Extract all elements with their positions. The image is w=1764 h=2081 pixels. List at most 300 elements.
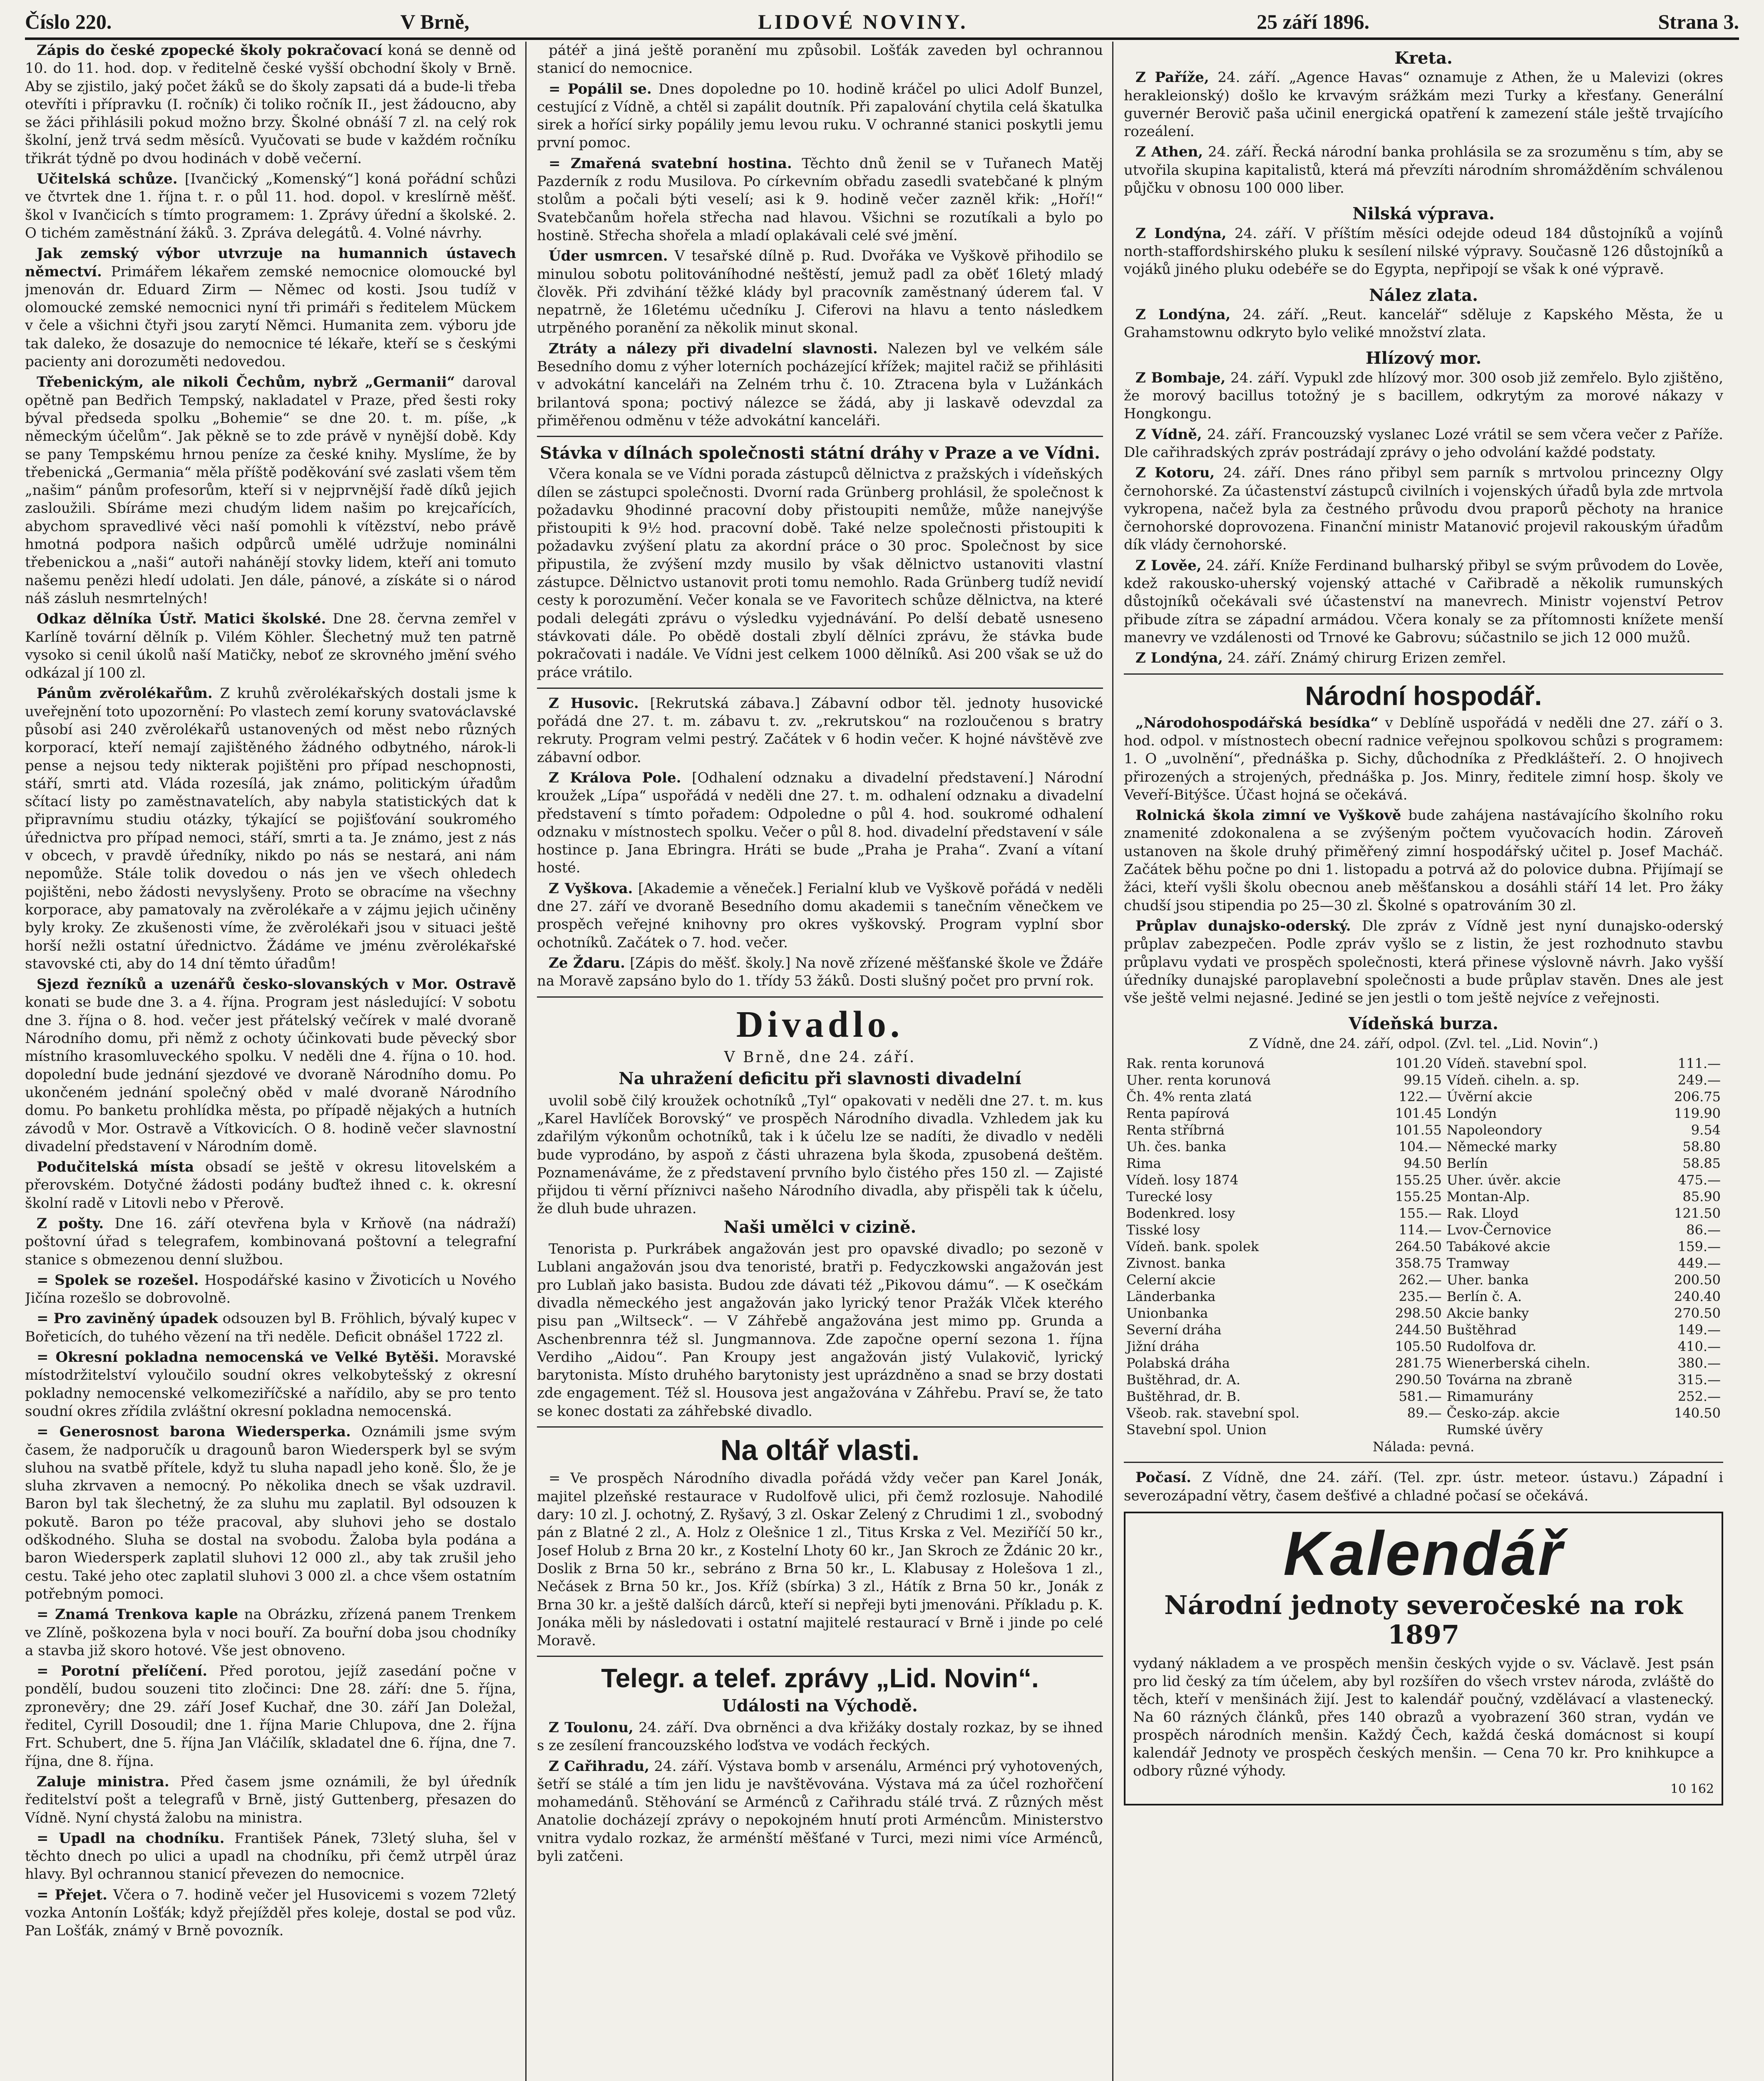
issue-date: 25 září 1896. [1257,10,1369,33]
foreign-report [1124,464,1723,554]
nile-heading: Nilská výprava. [1352,204,1495,224]
stock-price: 475.— [1677,1172,1721,1188]
divider [1124,673,1723,675]
stock-price: 105.50 [1395,1338,1442,1355]
nile-reports [1124,225,1723,279]
foreign-report [1124,426,1723,462]
stock-name: Akcie banky [1446,1305,1529,1321]
stock-price: 101.20 [1395,1055,1442,1072]
divider [537,436,1103,437]
artists-heading: Naši umělci v cizině. [723,1217,917,1237]
foreign-report-text: Řecká národní banka prohlásila se za srozuměnu s tím, aby se utvořila skupina kapitalistů, která má převzíti národním shromážděním schválenou půjčku v obnosu 100 000 liber. [1124,144,1723,197]
economy-item-text: bude zahájena nastávajícího školního roku znamenité zdokonalena a se zvýšeným počtem vyučovacích hodin. Zároveň ustanoven na škole druhý přiměřený zimní hospodářský učitel p. Josef Macháč. Začátek běhu počne po dni 1. listopadu a potrvá až do polovice dubna. Přijímají se žáci, kteří vyšli školu obecnou aneb měšťanskou a dosáhli stáří 14 let. Pro žáky chudší jsou stipendia po 25—30 zl. Školné s opatrováním 30 zl. [1124,807,1723,914]
weather-heading: Počasí. [1135,1469,1191,1486]
altar-section-title: Na oltář vlasti. [720,1433,920,1466]
stock-price: 149.— [1677,1322,1721,1338]
stock-name: Rumské úvěry [1446,1422,1543,1438]
news-item [537,247,1103,337]
stock-name: Uher. banka [1446,1272,1529,1288]
regional-item-headline: Z Vyškova. [549,880,633,897]
news-item-text: V tesařské dílně p. Rud. Dvořáka ve Vyškově přihodilo se minulou sobotu politováníhodné neštěstí, jemuž padl za oběť 16letý mladý člověk. Při zdvihání těžké klády byl pracovník zaměstnaný úderem ťal. V nepatrně, že 16letému učedníku J. Ciferovi na hlavu a tento následkem utrpěného poranění za několik minut skonal. [537,248,1103,337]
regional-item [537,954,1103,991]
stock-exchange-dateline: Z Vídně, dne 24. září, odpol. (Zvl. tel. „Lid. Novin“.) [1249,1035,1598,1051]
ad-number: 10 162 [1670,1781,1714,1796]
stock-row [1124,1288,1723,1305]
stock-row [1124,1405,1723,1421]
calendar-advertisement [1124,1512,1723,1805]
stock-name: Berlín [1446,1155,1488,1172]
stock-name: Vídeň. bank. spolek [1126,1239,1259,1255]
stock-exchange-table [1124,1055,1723,1438]
stock-price: 298.50 [1395,1305,1442,1321]
news-item-text: Včera o 7. hodině večer jel Husovicemi s vozem 72letý vozka Antonín Lošťák; když přejížděl přes koleje, dostal se pod vůz. Pan Lošťák, známý v Brně povozník. [25,1886,516,1939]
gold-reports [1124,306,1723,342]
stock-price: 58.85 [1682,1155,1721,1172]
stock-name: Rima [1126,1155,1161,1172]
foreign-report [1124,306,1723,342]
stock-name: Tramway [1446,1255,1510,1271]
stock-price: 155.25 [1395,1189,1442,1205]
foreign-report-headline: Z Londýna, [1135,306,1231,323]
masthead: LIDOVÉ NOVINY. [758,10,968,33]
stock-price: 281.75 [1395,1355,1442,1371]
news-item-headline: Zaluje ministra. [37,1773,169,1790]
foreign-report-text: Francouzský vyslanec Lozé vrátil se sem včera večer z Paříže. Dle cařihradských zpráv postrádají zprávy o jeho odvolání každé podstaty. [1124,426,1723,461]
stock-price [1372,1421,1444,1438]
stock-price: 104.— [1399,1139,1442,1155]
stock-row [1124,1355,1723,1371]
stock-price: 200.50 [1674,1272,1721,1288]
news-item-text: daroval opětně pan Bedřich Tempský, nakladatel v Praze, před šesti roky býval předseda spolku „Bohemie“ se dne 20. t. m. píše, „k německým účelům“. Jak pěkně se to zde právě v nynější době. Kdy se pany Tempskému hrnou peníze za české knihy. Myslíme, že by třebenická „Germania“ měla příště poděkování své zaslati všem těm „našim“ pánům profesorům, kteří si v nejprvnější řadě díků jejich zasloužili. Sbíráme mezi chudým lidem našim po krejcařících, abychom spravedlivé věci naší pomohli k vítězství, nebo právě hmotná podpora našich odpůrců umělé udržuje nominálni třebenickou a „naši“ autoři nahánějí stovky lidem, kteří ani tomuto našemu penězi hledí udolati. Jen dále, pánové, a získáte si o národ náš zásluh nesmrtelných! [25,374,516,607]
stock-name: Rak. renta korunová [1126,1055,1265,1072]
column-center [537,42,1103,2081]
column-right [1124,42,1723,2081]
news-item [537,155,1103,245]
news-item-text: Před časem jsme oznámili, že byl úředník ředitelství pošt a telegrafů v Brně, jistý Guttenberg, přesazen do Vídně. Nyní chystá žalobu na ministra. [25,1773,516,1826]
stock-price [1651,1421,1723,1438]
stock-price: 240.40 [1674,1289,1721,1305]
calendar-subtitle: Národní jednoty severočeské na rok 1897 [1164,1589,1683,1650]
stock-name: Tisské losy [1126,1222,1200,1238]
economy-section-title: Národní hospodář. [1305,680,1542,711]
column-local-news [25,42,516,2081]
stock-row [1124,1205,1723,1222]
foreign-report-headline: Z Bombaje, [1135,369,1226,386]
telegraph-item-date: 24. září. [654,1758,718,1775]
news-item-headline: = Upadl na chodníku. [37,1830,225,1847]
stock-name: Buštěhrad, dr. A. [1126,1372,1241,1388]
economy-item [1124,807,1723,915]
regional-item-headline: Z Králova Pole. [549,769,681,786]
foreign-report-text: Známý chirurg Erizen zemřel. [1290,650,1506,667]
news-item-text: pátéř a jiná ještě poranění mu způsobil. Lošťák zaveden byl ochrannou stanicí do nemocnice. [537,42,1103,77]
stock-price: 264.50 [1395,1239,1442,1255]
stock-price: 155.— [1399,1205,1442,1222]
news-item [537,80,1103,152]
stock-row [1124,1271,1723,1288]
regional-item [537,769,1103,877]
foreign-report-date: 24. září. [1242,306,1321,323]
stock-name: Buštěhrad, dr. B. [1126,1388,1241,1405]
stock-name: Celerní akcie [1126,1272,1216,1288]
news-item [25,685,516,973]
news-item [25,1662,516,1771]
stock-price: 358.75 [1395,1255,1442,1271]
economy-item [1124,714,1723,804]
divider [537,1426,1103,1428]
telegraph-item-headline: Z Toulonu, [549,1719,634,1736]
stock-price: 85.90 [1682,1189,1721,1205]
stock-price: 114.— [1399,1222,1442,1238]
weather-text: Z Vídně, dne 24. září. (Tel. zpr. ústr. meteor. ústavu.) Západní i severozápadní větry, časem dešťivé a chladné počasí se očekává. [1124,1469,1723,1504]
news-item [25,1348,516,1420]
news-item [537,340,1103,430]
news-item [25,1830,516,1884]
gold-heading: Nález zlata. [1369,285,1478,305]
stock-price: 119.90 [1674,1105,1721,1122]
news-item-text: [Ivančický „Komenský“] koná pořádní schůzi ve čtvrtek dne 1. října t. r. o půl 11. hod. dopol. v kreslírně měšť. škol v Ivančicích s tímto programem: 1. Zprávy úřední a školské. 2. O tichém zaměstnání žáků. 3. Zpráva delegátů. 4. Volné návrhy. [25,171,516,241]
stock-row [1124,1222,1723,1238]
news-item [25,1423,516,1603]
news-item-text: Primářem lékařem zemské nemocnice olomoucké byl jmenován dr. Eduard Zirm — Němec od kosti. Jsou tudíž v olomoucké zemské nemocnici nyní tři primáři s ředitelem Mückem v čele a všichni čtyři jsou zarytí Němci. Humanita zem. výboru jde tak daleko, že dosazuje do nemocnice té lékaře, kteří se s českými pacienty ani dorozuměti nedovedou. [25,263,516,370]
telegraph-item-date: 24. září. [639,1719,703,1736]
stock-name: Berlín č. A. [1446,1289,1522,1305]
foreign-report [1124,69,1723,141]
strike-headline: Stávka v dílnách společnosti státní dráhy v Praze a ve Vídni. [539,443,1100,463]
stock-name: Länderbanka [1126,1289,1216,1305]
news-item-headline: Ztráty a nálezy při divadelní slavnosti. [549,340,878,357]
stock-name: Vídeň. ciheln. a. sp. [1446,1072,1580,1088]
stock-name: Lvov-Černovice [1446,1222,1551,1238]
stock-price: 581.— [1399,1388,1442,1405]
stock-row [1124,1255,1723,1271]
stock-name: Londýn [1446,1105,1497,1122]
news-item-text: Moravské místodržitelství vyloučilo soudní okres velkobytešský z okresní pokladny nemocenské velkomeziříčské a nařídilo, aby se pro tento soudní okres zřídila zvláštní okresní pokladna nemocenská. [25,1349,516,1420]
column-rule [1112,42,1113,2081]
stock-name: Německé marky [1446,1139,1557,1155]
news-item-text: František Pánek, 73letý sluha, šel v těchto dnech po ulici a upadl na chodníku, při čemž utrpěl úraz hlavy. Byl ochrannou stanicí převezen do nemocnice. [25,1830,516,1883]
stock-price: 155.25 [1395,1172,1442,1188]
stock-price: 449.— [1677,1255,1721,1271]
stock-name: Polabská dráha [1126,1355,1230,1371]
news-item-headline: Třebenickým, ale nikoli Čechům, nybrž „Germanii“ [37,374,455,391]
stock-name: Tabákové akcie [1446,1239,1550,1255]
stock-price: 252.— [1677,1388,1721,1405]
news-item-headline: = Porotní přelíčení. [37,1663,208,1680]
page-number: Strana 3. [1658,10,1739,33]
stock-price: 380.— [1677,1355,1721,1371]
telegraph-subheading: Události na Východě. [722,1696,918,1716]
news-item-text: obsadí se ještě v okresu litovelském a přerovském. Dotyčné žádosti podány buďtež ihned c. k. okresní školní radě v Litovli nebo v Přerově. [25,1159,516,1212]
telegraph-item [537,1719,1103,1755]
stock-name: Buštěhrad [1446,1322,1517,1338]
stock-name: Vídeň. losy 1874 [1126,1172,1239,1188]
news-item [25,170,516,242]
stock-price: 244.50 [1395,1322,1442,1338]
divider [537,996,1103,998]
stock-name: Zivnost. banka [1126,1255,1226,1271]
regional-item-text: [Odhalení odznaku a divadelní představení.] Národní kroužek „Lípa“ uspořádá v neděli dne 27. t. m. odhalení odznaku a divadelní představení s tímto pořadem: Odpoledne o půl 4. hod. soukromé odhalení odznaku v místnostech spolku. Večer o půl 8. hod. divadelní představení v sále hostince p. Jana Ebringra. Hráti se bude „Praha je Praha“. Zvaní a vítaní hosté. [537,769,1103,877]
foreign-report-date: 24. září. [1223,464,1294,482]
stock-price: 262.— [1399,1272,1442,1288]
stock-price: 290.50 [1395,1372,1442,1388]
theatre-section-title: Divadlo. [736,1003,904,1045]
regional-item [537,695,1103,767]
stock-name: Továrna na zbraně [1446,1372,1573,1388]
news-item-headline: Jak zemský výbor utvrzuje na humannich ústavech němectví. [25,245,516,280]
news-item-text: odsouzen byl B. Fröhlich, bývalý kupec v Bořeticích, do tuhého vězení na tři neděle. Deficit obnášel 1722 zl. [25,1310,516,1345]
stock-price: 86.— [1686,1222,1721,1238]
regional-item [537,880,1103,952]
news-item-headline: Úder usmrcen. [549,248,668,265]
news-item [25,1158,516,1212]
stock-price: 140.50 [1674,1405,1721,1421]
foreign-report-headline: Z Kotoru, [1135,464,1215,482]
news-item-text: na Obrázku, zřízená panem Trenkem ve Zlíně, poškozena byla v noci bouří. Za bouřní doba jsou chodníky a stavba již skoro hotové. Vše jest obnoveno. [25,1606,516,1659]
stock-price: 101.55 [1395,1122,1442,1138]
crete-heading: Kreta. [1394,48,1453,68]
foreign-report-headline: Z Vídně, [1135,426,1202,443]
calendar-text: vydaný nákladem a ve prospěch menšin českých vyjde o sv. Václavě. Jest psán pro lid český za tím účelem, aby byl rozšířen do všech vrstev národa, zvláště do těch, kteří v menšinách žijí. Jest to kalendář poučný, vzdělávací a vlastenecký. Na 60 rázných článků, přes 140 obrazů a vyobrazení 360 stran, vydán ve prospěch národních menšin. Každý Čech, každá česká domácnost si koupí kalendář Jednoty ve prospěch českých menšin. — Cena 70 kr. Pro knihkupce a odbory různé výhody. [1133,1655,1714,1779]
regional-news [537,695,1103,991]
news-item [25,245,516,371]
stock-price: 89.— [1407,1405,1442,1421]
foreign-report [1124,143,1723,197]
stock-name: Severní dráha [1126,1322,1222,1338]
economy-item-headline: Průplav dunajsko-oderský. [1135,917,1351,934]
news-item-text: koná se denně od 10. do 11. hod. dop. v ředitelně české vyšší obchodní školy v Brně. Aby se zjistilo, jaký počet žáků se do školy zapsati dá a bude-li třeba otevříti i přípravku (I. ročník) či toliko ročník II., jest žádoucno, aby se žáci přihlásili pokud možno brzy. Školné obnáší 7 zl. na celý rok školní, jenž trvá sedm měsíců. Vyučovati se bude v každém ročníku třikrát týdně po dvou hodinách v době večerní. [25,42,516,167]
stock-price: 99.15 [1404,1072,1442,1088]
stock-price: 9.54 [1691,1122,1721,1138]
stock-row [1124,1305,1723,1321]
news-item [25,1886,516,1940]
news-item [25,42,516,168]
local-news-continued [537,42,1103,430]
regional-item-headline: Ze Ždaru. [549,954,625,971]
stock-row [1124,1421,1723,1438]
stock-row [1124,1371,1723,1388]
foreign-report [1124,649,1723,667]
stock-row [1124,1321,1723,1338]
news-item-headline: = Pro zaviněný úpadek [37,1310,218,1327]
stock-name: Rimamurány [1446,1388,1533,1405]
news-item [25,373,516,608]
stock-exchange-title: Vídeňská burza. [1349,1014,1498,1034]
theatre-dateline: V Brně, dne 24. září. [724,1049,916,1066]
stock-price: 159.— [1677,1239,1721,1255]
stock-row [1124,1388,1723,1405]
stock-price: 121.50 [1674,1205,1721,1222]
news-item-headline: = Popálil se. [549,80,652,97]
artists-article: Tenorista p. Purkrábek angažován jest pro opavské divadlo; po sezoně v Lublani angažován jsou dva tenoristé, bratři p. Fedyczkowski angažován jest pro Lublaň jako basista. Budou zde dávati též „Pikovou dámu“. — K osečkám divadla německého jest angažován jako lyrický tenor Pražák Vlček kterého pisu pan „Wiltseck“. — V Záhřebě angažována jest mimo pp. Grunda a Aschenbrennra též sl. Jungmannova. Zde započne operní sezona 1. října Verdiho „Aidou“. Pan Kroupy jest angažován jistý Vulakovič, lyrický barytonista. Místo druhého barytonisty jest uprázdněno a snad se brzy dostati zde engagement. Též sl. Housova jest angažována v Záhřebu. Praví se, že tato se konec dostati za záhřebské divadlo. [537,1241,1103,1420]
telegraph-reports [537,1719,1103,1865]
stock-mood: Nálada: pevná. [1372,1439,1475,1455]
news-item [25,1215,516,1269]
news-item-headline: Sjezd řezníků a uzenářů česko-slovanských v Mor. Ostravě [37,976,516,993]
stock-row [1124,1338,1723,1355]
foreign-report-text: Dnes ráno přibyl sem parník s mrtvolou princezny Olgy černohorské. Za účastenství zástupců civilních i vojenských úřadů byla zde mrtvola vykropena, načež byla za čestného průvodu dvou praporů pěchoty na hranice černohorské doprovozena. Finanční ministr Matanović projevil rakouským úřadům dík vlády černohorské. [1124,464,1723,554]
foreign-report-text: V příštím měsíci odejde odeud 184 důstojníků a vojínů north-staffordshirského pluku k sesílení nilské výpravy. Současně 126 důstojníků a vojáků jiného pluku odebéře se do Egypta, nepřipojí se však k oné výpravě. [1124,225,1723,278]
stock-name: Stavební spol. Union [1126,1422,1267,1438]
news-item-headline: Pánům zvěrolékařům. [37,685,213,702]
news-item-headline: = Zmařená svatební hostina. [549,155,792,172]
stock-price: 58.80 [1682,1139,1721,1155]
news-item-text: Oznámili jsme svým časem, že nadporučík u dragounů baron Wiedersperk byl se svým sluhou na svatbě přítele, když tu sluha napadl jeho koně. Šlo, že je sluha zkrvaven a nemocný. Po několika dnech se však uzdravil. Baron byl tak šlechetný, že za sluhu mu zaplatil. Byl odsouzen k pokutě. Baron po téže pracoval, aby sluhovi jeho se dostalo odškodného. Sluha se dostal na svobodu. Žaloba byla podána a baron Wiedersperk zaplatil sluhovi 12 000 zl., aby tak zrušil jeho cestu. Také jeho otec zaplatil sluhovi 3 000 zl. a chce všem ostatním potřebným pomoci. [25,1423,516,1602]
foreign-report-date: 24. září. [1235,225,1305,242]
stock-price: 206.75 [1674,1089,1721,1105]
stock-name: Wienerberská ciheln. [1446,1355,1590,1371]
news-item-headline: = Znamá Trenkova kaple [37,1606,238,1623]
plague-reports [1124,369,1723,668]
news-item-headline: = Generosnost barona Wiedersperka. [37,1423,351,1440]
divider [537,1656,1103,1657]
stock-row [1124,1122,1723,1138]
foreign-report-date: 24. září. [1217,69,1289,86]
foreign-report-headline: Z Lověe, [1135,557,1202,574]
foreign-report-text: Vypukl zde hlízový mor. 300 osob již zemřelo. Bylo zjištěno, že morový bacillus totožný je s bacillem, odkrytým za morové nákazy v Hongkongu. [1124,369,1723,422]
stock-row [1124,1138,1723,1155]
stock-price: 235.— [1399,1289,1442,1305]
stock-row [1124,1072,1723,1088]
news-item [25,1271,516,1308]
news-item-headline: Odkaz dělníka Ústř. Matici školské. [37,611,326,628]
news-item-text: Z kruhů zvěrolékařských dostali jsme k uveřejnění toto upozornění: Po vlastech zemí koruny svatováclavské působí asi 240 zvěrolékařů ustanovených od měst nebo různých korporací, kteří nemají zajištěného žádného odbytného, nárok-li pense a nejsou tedy nikterak pojištěni pro případ neschopnosti, stáří, smrti atd. Vláda rozesílá, jak známo, politickým úřadům sčítací listy po zaměstnavatelích, aby nabyla statistických dat k připravnímu studiu otázky, týkající se pojišťování soukromého úřednictva pro případ nemoci, stáří, smrti a ta. Je známo, jest z nás v obcech, v pravdě úředníky, nikdo po nás se nestará, ani nám nepomůže. Stále tolik dovedou o nás jen ve všech ohledech pojištěni, nebo žádosti nevyslyšeny. Proto se obracíme na všechny korporace, aby pamatovaly na zvěrolékaře a v zájmu jejich učiněny byly kroky. Ze zkušenosti víme, že zvěrolékaři jsou v situaci ještě horší nežli ostatní úřednictvo. Žádáme ve jménu zvěrolékařské stavovské cti, aby do 14 dní těmto úřadům! [25,685,516,972]
stock-price: 94.50 [1404,1155,1442,1172]
foreign-report-date: 24. září. [1208,144,1272,161]
foreign-report-text: Kníže Ferdinand bulharský přibyl se svým průvodem do Lověe, kdež rakousko-uherský vojenský attaché v Cařibradě a několik rumunských důstojníků očekávali své účastenství na manevrech. Ministr vojenství Petrov přibude zítra se západní armádou. Včera konaly se za přítomnosti knížete menší manevry ve vzdálenosti od Trnové ke Gabrovu; súčastnilo se jich 12 000 mužů. [1124,557,1723,646]
stock-price: 410.— [1677,1338,1721,1355]
regional-item-text: [Rekrutská zábava.] Zábavní odbor těl. jednoty husovické pořádá dne 27. t. m. zábavu t. zv. „rekrutskou“ na rozloučenou s bratry rekruty. Program velmi pestrý. Začátek v 6 hodin večer. K hojné návštěvě zve zábavní odbor. [537,695,1103,766]
stock-name: Česko-záp. akcie [1446,1405,1560,1421]
news-item-headline: Podučitelská místa [37,1159,194,1176]
economy-item-headline: Rolnická škola zimní ve Vyškově [1135,807,1401,824]
stock-price: 270.50 [1674,1305,1721,1321]
stock-name: Unionbanka [1126,1305,1208,1321]
economy-item-text: Dle zpráv z Vídně jest nyní dunajsko-oderský průplav zabezpečen. Podle zpráv vyšlo se z listin, že jest rozhodnuto stavbu průplavu vydati ve prospěch společnosti, která přinese výslovně návrh. Jako vyšší úředníky dunajské paroplavební společnosti a bude průplav stavěn. Dnes ale jest vše ještě velmi nejasné. Jediné se jen jestli o tom ještě nejvíce z veřejnosti. [1124,917,1723,1007]
news-item-headline: = Spolek se rozešel. [37,1271,199,1289]
stock-name: Renta stříbrná [1126,1122,1225,1138]
regional-item-headline: Z Husovic. [549,695,639,712]
telegraph-item-text: Výstava bomb v arsenálu, Arménci prý vyhotovených, šetří se stálé a tím jen lidu je navštěvována. Výstava má za účel rozhořčení mohamedánů. Stěhování se Arménců z Cařihradu stálé trvá. Z různých měst Anatolie docházejí zprávy o nepokojném hnutí proti Arméncům. Ministerstvo vnitra vydalo rozkaz, že arménští měšťané v Turci, mezi nimi více Arménců, byli zatčeni. [537,1758,1103,1865]
stock-name: Renta papírová [1126,1105,1230,1122]
news-item [25,976,516,1156]
issue-number: Číslo 220. [25,10,112,33]
foreign-report-text: „Agence Havas“ oznamuje z Athen, že u Malevizi (okres herakleionský) došlo ke krvavým srážkám mezi Turky a křesťany. Generální guvernér Berovič paša učinil energická opatření k zamezení stále ještě trvajícího rozeálení. [1124,69,1723,140]
stock-name: Uher. úvěr. akcie [1446,1172,1561,1188]
foreign-report-date: 24. září. [1207,426,1272,443]
theatre-subheading: Na uhražení deficitu při slavnosti divadelní [619,1069,1021,1089]
stock-name: Napoleondory [1446,1122,1542,1138]
news-item [537,42,1103,78]
news-item-headline: Z pošty. [37,1215,104,1232]
stock-row [1124,1055,1723,1072]
regional-item-text: [Zápis do měšť. školy.] Na nově zřízené měšťanské škole ve Ždáře na Moravě zapsáno bylo do 1. třídy 53 žáků. Dosti slušný počet pro první rok. [537,954,1103,990]
news-item-text: Nalezen byl ve velkém sále Besedního domu z výher loterních pocházející křížek; majitel račiž se přihlásiti v advokátní kanceláři na Zelném trhu č. 10. Ztracena byla v Lužánkách brilantová spona; poctivý nálezce se žádá, aby ji laskavě odevzdal za přiměřenou odměnu v téže advokátní kanceláři. [537,340,1103,429]
economy-item-headline: „Národohospodářská besídka“ [1135,714,1379,731]
news-item-headline: = Přejet. [37,1886,108,1903]
stock-row [1124,1088,1723,1105]
telegraph-item [537,1758,1103,1866]
stock-name: Turecké losy [1126,1189,1212,1205]
stock-name: Čh. 4% renta zlatá [1126,1089,1252,1105]
news-item [25,1606,516,1660]
news-item [25,610,516,682]
stock-price: 249.— [1677,1072,1721,1088]
divider [1124,1462,1723,1463]
stock-price: 122.— [1399,1089,1442,1105]
news-item-text: Těchto dnů ženil se v Tuřanech Matěj Pazderník z rodu Musilova. Po církevním obřadu zasedli svatebčané k plným stolům a počali býti veselí; asi k 9. hodině večer zazněl křik: „Hoří!“ Svatebčanům hořela střecha nad hlavou. Všichni se rozutíkali a bylo po hostině. Střecha shořela a mladí oplakávali celé své jmění. [537,155,1103,244]
news-item-text: Dne 28. června zemřel v Karlíně tovární dělník p. Vilém Köhler. Šlechetný muž ten patrně vysoko si cenil úkolů naší Matičky, neboť ze skrovného jmění svého odkázal jí 100 zl. [25,611,516,682]
stock-name: Úvěrní akcie [1446,1089,1533,1105]
news-item-headline: Zápis do české zpopecké školy pokračovací [37,42,383,59]
foreign-report-headline: Z Londýna, [1135,650,1223,667]
stock-name: Montan-Alp. [1446,1189,1530,1205]
news-item-headline: Učitelská schůze. [37,171,178,188]
stock-name: Jižní dráha [1126,1338,1200,1355]
news-item [25,1773,516,1827]
economy-articles [1124,714,1723,1008]
foreign-report [1124,369,1723,423]
news-item-text: Hospodářské kasino v Životicích u Nového Jičína rozešlo se dobrovolně. [25,1271,516,1307]
stock-name: Uher. renta korunová [1126,1072,1271,1088]
regional-item-text: [Akademie a věneček.] Ferialní klub ve Vyškově pořádá v neděli dne 27. září ve dvoraně Besedního domu akademii s tanečním věnečkem ve prospěch veřejné knihovny pro okres vyškovský. Program vyplní sbor ochotníků. Začátek o 7. hod. večer. [537,880,1103,951]
calendar-title: Kalendář [1283,1518,1564,1588]
crete-reports [1124,69,1723,197]
news-item-text: Dne 16. září otevřena byla v Krňově (na nádraží) poštovní úřad s telegrafem, kombinovaná poštovní a telegrafní stanice s obmezenou denní službou. [25,1215,516,1268]
telegraph-item-headline: Z Cařihradu, [549,1758,650,1775]
weather-report [1124,1469,1723,1505]
economy-item-text: v Deblíně uspořádá v neděli dne 27. září o 3. hod. odpol. v místnostech obecní radnice veřejnou spolkovou schůzi s programem: 1. O „uvolnění“, přednáška p. Sichy, důchodníka z Předklášteří. 2. O hnojivech přirozených a strojených, přednáška p. Jos. Minry, ředitele zimní hosp. školy ve Veveří-Bitýšce. Účast hojná se očekává. [1124,714,1723,803]
foreign-report-text: „Reut. kancelář“ sděluje z Kapského Města, že u Grahamstownu odkryto bylo veliké množství zlata. [1124,306,1723,341]
stock-price: 315.— [1677,1372,1721,1388]
news-item-text: Před porotou, jejíž zasedání počne v pondělí, budou souzeni tito zločinci: Dne 28. září: dne 5. října, zpronevěry; dne 29. září Josef Kuchař, dne 30. září Jan Doležal, ředitel, Cyrill Dosoudil; dne 1. října Marie Chlupova, dne 2. října Frt. Schubert, dne 5. října Jan Vláčilík, skladatel dne 6. října, dne 7. října, dne 8. října. [25,1663,516,1770]
stock-price: 111.— [1677,1055,1721,1072]
stock-row [1124,1172,1723,1188]
column-rule [525,42,527,2081]
stock-row [1124,1188,1723,1205]
divider [537,688,1103,689]
stock-name: Rak. Lloyd [1446,1205,1519,1222]
foreign-report-date: 24. září. [1230,369,1294,386]
stock-name: Vídeň. stavební spol. [1446,1055,1587,1072]
foreign-report-headline: Z Paříže, [1135,69,1209,86]
foreign-report-date: 24. září. [1227,650,1291,667]
stock-row [1124,1155,1723,1172]
telegraph-item-text: Dva obrněnci a dva křižáky dostaly rozkaz, by se ihned s ze zesílení francouzského loďstva ve vodách řeckých. [537,1719,1103,1754]
news-item-text: konati se bude dne 3. a 4. října. Program jest následující: V sobotu dne 3. října o 8. hod. večer jest přátelský večírek v malé dvoraně Národního domu, při němž z ochoty účinkovati bude pěvecký sbor místního krasomluveckého spolku. V neděli dne 4. října o 10. hod. dopolední bude jednání sjezdové ve dvoraně Národního domu. Po ukončeném jednání společný oběd v malé dvoraně Národního domu. Po banketu prohlídka města, po případě nějakých a hutních závodů v Mor. Ostravě a Vítkovicích. O 8. hodině večer slavnostní divadelní představení v Národním domě. [25,994,516,1155]
stock-price: 101.45 [1395,1105,1442,1122]
economy-item [1124,917,1723,1007]
news-item-headline: = Okresní pokladna nemocenská ve Velké Bytěši. [37,1349,439,1366]
foreign-report-headline: Z Athen, [1135,144,1203,161]
altar-article: = Ve prospěch Národního divadla pořádá vždy večer pan Karel Jonák, majitel plzeňské restaurace v Rudolfově ulici, při čemž rozlosuje. Nahodilé dary: 10 zl. J. ochotný, Z. Ryšavý, 3 zl. Oskar Zelený z Chrudimi 1 zl., svobodný pán z Blatné 2 zl., A. Holz z Olešnice 1 zl., Titus Krska z Vel. Meziříčí 50 kr., Josef Holub z Brna 20 kr., z Kostelní Lhoty 60 kr., Jan Skroch ze Ždánic 20 kr., Doslik z Brna 50 kr., sebráno z Brna 50 kr., L. Klabusay z Holešova 1 zl., Nečásek z Brna 50 kr., Jos. Kříž (sbírka) 3 zl., Hátík z Brna 50 kr., Jonák z Brna 30 kr. a ještě dalších dárců, kteří si nepřeji byti jmenováni. Příkladu p. K. Jonáka měli by následovati i ostatní majitelé restaurací v Brně i jinde po celé Moravě. [537,1470,1103,1649]
news-item [25,1310,516,1346]
foreign-report [1124,557,1723,647]
city: V Brně, [400,10,470,33]
telegraph-section-title: Telegr. a telef. zprávy „Lid. Novin“. [601,1663,1039,1694]
plague-heading: Hlízový mor. [1365,348,1482,368]
page-header [25,6,1739,40]
foreign-report [1124,225,1723,279]
stock-row [1124,1105,1723,1122]
stock-name: Všeob. rak. stavební spol. [1126,1405,1300,1421]
foreign-report-date: 24. září. [1206,557,1270,574]
theatre-article: uvolil sobě čilý kroužek ochotníků „Tyl“ opakovati v neděli dne 27. t. m. kus „Karel Havlíček Borovský“ ve prospěch Národního divadla. Vzhledem jak ku zdařilým výkonům ochotníků, tak i k účelu lze se nadíti, že divadlo v neděli bude vyprodáno, by aspoň z části uhrazena byla škoda, zpusobená deštěm. Poznamenáváme, že z představení prvního bylo čistého přes 150 zl. — Zajisté přijdou ti věrní příznivci našeho Národního divadla, aby přispěli tak k účelu, že dluh bude uhrazen. [537,1092,1103,1217]
stock-name: Bodenkred. losy [1126,1205,1235,1222]
strike-article: Včera konala se ve Vídni porada zástupců dělnictva z pražských i vídeňských dílen se zástupci společnosti. Dvorní rada Grünberg prohlásil, že společnost k požadavku 9hodinné pracovní doby přistoupiti nemůže, může nanejvýše přistoupiti k 9½ hod. pracovní době. Také nelze společnosti přistoupiti k požadavku zvýšení platu za akordní práce o 30 proc. Společnost by sice připustila, že zvýšení mzdy musilo by však dělnictvo ustanoviti vlastní zástupce. Dělnictvo ustanovit proti tomu nemohlo. Rada Grünberg tudíž nevidí cesty k porozumění. Večer konala se ve Favoritech schůze dělnictva, na které podali delegáti zprávu o výsledku vyjednávání. Po delší debatě usneseno stávkovati dále. Po obědě dostali zbylí dělníci zprávu, že stávka bude pokračovati i nadále. Ve Vídni jest celkem 1000 dělníků. Asi 200 však se už do práce vrátilo. [537,466,1103,681]
stock-name: Uh. čes. banka [1126,1139,1227,1155]
news-item-text: Dnes dopoledne po 10. hodině kráčel po ulici Adolf Bunzel, cestující z Vídně, a chtěl si zapálit doutník. Při zapalování chytila celá škatulka sirek a hořící sirky popálily jemu levou ruku. V ochranné stanici poskytli jemu první pomoc. [537,80,1103,151]
